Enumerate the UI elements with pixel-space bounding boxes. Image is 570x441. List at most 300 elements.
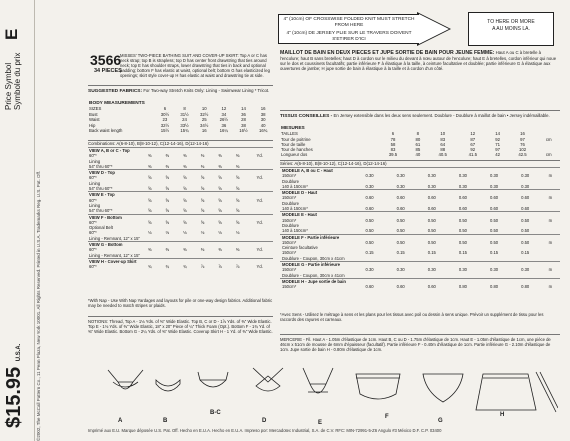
measurement-value: 24 [182, 117, 187, 123]
french-yardage-value: 0.30 [365, 173, 374, 179]
yardage-value: ⅝ [147, 219, 152, 225]
yardage-value: ⅜ [235, 247, 240, 253]
french-yardage-value: 0.50 [489, 228, 499, 234]
french-yardage-value: 0.80 [489, 284, 499, 290]
yardage-value: ⅜ [235, 163, 240, 169]
pattern-description: MISSES' TWO-PIECE BATHING SUIT AND COVER-UP SKIRT: Top A or C has neck strap; top B is strapless; top D has center front drawstring that ties around neck; top E has shoulder straps, lower drawstring that ties in back and optional padding; bottom F has elastic at waist, optional belt; bottom G has elasticized leg openings; skirt style cover-up H has elastic at waist and drawstring tie at side. [120, 53, 270, 78]
french-yardage-label: Doublure [282, 200, 299, 206]
stretch-target-en: TO HERE OR MORE [487, 19, 535, 25]
yardage-value: ⅜ [200, 153, 205, 159]
french-yardage-value: 0.30 [489, 173, 499, 179]
yardage-label: 54" thru 60"* [89, 163, 113, 169]
french-fabrics-text: En Jersey extensible dans les deux sens seulement. Doublure - Doublure à maillot de bain • Jersey indémaillable. [333, 113, 550, 118]
french-measurement-value: 83 [390, 147, 396, 153]
french-measurement-value: 97 [520, 136, 525, 142]
french-yardage-label: 150cm* [282, 217, 297, 223]
french-yardage-label: Doublure [282, 178, 299, 184]
french-yardage-label: 150cm* [282, 267, 297, 273]
price-symbol-fr: Symbole du prix [13, 52, 22, 110]
measurement-value: 31½ [180, 111, 189, 117]
yardage-label: 60"* [89, 230, 97, 236]
french-yardage-label: Doublure - Coupon, 30cm x 41cm [282, 272, 345, 278]
french-yardage-value: 0.60 [427, 195, 436, 201]
yardage-value: ⅜ [165, 163, 170, 169]
yardage-label: VIEW H - Cover-up Skirt [88, 258, 141, 264]
french-yardage-value: 0.50 [458, 228, 468, 234]
footer-printing-info: Imprimé aux E.U. Marque déposée U.S. Pat. Off. Hecho en E.U.A. Hecho en E.U.A. Impreso por: Mercadotec Industrial, S.A. de C.V. RFC: MIN-72991-5-Z6 Angulo #3 México D.F. C.P. 03400 [88, 428, 442, 433]
yardage-value: ⅝ [147, 197, 152, 203]
french-yardage-label: MODELE A, B ou C - Haut [280, 168, 354, 174]
yardage-value: ⅛ [218, 230, 222, 236]
french-yardage-value: 0.50 [458, 239, 468, 245]
french-yardage-label: MODELE E - Haut [280, 212, 354, 218]
yardage-label: 60"* [89, 197, 97, 203]
yardage-row [88, 264, 273, 269]
yardage-value: ⅜ [200, 163, 205, 169]
yardage-value: ⅝ [147, 208, 152, 214]
french-measurement-label: Tour de taille [281, 141, 306, 147]
french-yardage-row [280, 284, 560, 289]
drawing-label-a: A [118, 418, 123, 424]
french-measurement-value: 76 [520, 141, 525, 147]
measurement-value: 32½ [200, 111, 209, 117]
yardage-value: ⅜ [218, 153, 222, 159]
french-yardage-unit: m [548, 267, 553, 273]
measurement-row [88, 128, 273, 133]
french-yardage-value: 0.60 [489, 206, 499, 212]
french-yardage-label: MODELE H - Jupe sortie de bain [280, 278, 354, 284]
yardage-value: ⅛ [165, 230, 170, 236]
french-measurements-table [280, 126, 560, 158]
measurement-value: 25 [201, 117, 207, 123]
french-measurement-unit: cm [545, 152, 552, 158]
french-measurement-row [280, 152, 560, 157]
technical-drawings [88, 362, 558, 422]
measurement-value: 26½ [219, 117, 229, 123]
french-yardage-label: MODELE F - Partie inférieure [280, 234, 354, 240]
french-measurement-value: 97 [495, 147, 501, 153]
yardage-label: 60"* [89, 175, 97, 181]
measurement-label: Bust [89, 111, 98, 117]
french-yardage-label: 150cm* [282, 195, 297, 201]
french-description [280, 50, 560, 72]
sizes-label: SIZES [89, 106, 102, 112]
french-yardage-label: MODELE D - Haut [280, 190, 354, 196]
drawing-label-g: G [438, 418, 443, 424]
yardage-label: VIEW D - Top [88, 170, 141, 176]
measurement-value: 38 [241, 122, 246, 128]
body-measurements-title: BODY MEASUREMENTS [89, 101, 145, 106]
yardage-value: ⅜ [218, 163, 222, 169]
french-fabrics-title: TISSUS CONSEILLES - [280, 114, 333, 119]
yardage-value: ⅛ [147, 230, 152, 236]
price-amount [3, 344, 26, 428]
french-yardage-value: 0.60 [521, 195, 530, 201]
french-yardage-value: 0.60 [396, 195, 405, 201]
french-yardage-value: 0.50 [521, 239, 530, 245]
drawing-a [108, 370, 143, 389]
measurement-label: Back waist length [89, 128, 123, 134]
yardage-value: ⅝ [218, 208, 222, 214]
yardage-unit: Yd. [256, 153, 263, 159]
french-yardage-value: 0.60 [427, 206, 436, 212]
french-measurement-value: 88 [440, 147, 446, 153]
french-yardage-value: 0.50 [365, 239, 374, 245]
size-header: 8 [183, 106, 186, 112]
measurement-value: 32½ [160, 122, 170, 128]
french-yardage-value: 0.50 [396, 228, 405, 234]
measurement-value: 33½ [180, 122, 189, 128]
yardage-value: ⅞ [218, 264, 222, 270]
drawing-label-f: F [385, 414, 389, 420]
drawing-g [423, 374, 463, 402]
french-measurement-value: 41.5 [468, 152, 477, 158]
french-size-header: 14 [495, 131, 501, 137]
price-letter: E [2, 28, 21, 40]
french-yardage-value: 0.30 [521, 267, 530, 273]
drawing-b [156, 380, 180, 391]
measurement-label: Waist [89, 117, 100, 123]
yardage-value: ⅝ [200, 208, 205, 214]
french-yardage-value: 0.60 [396, 206, 405, 212]
yardage-value: ⅜ [183, 153, 187, 159]
french-title: MAILLOT DE BAIN EN DEUX PIECES ET JUPE SORTIE DE BAIN POUR JEUNE FEMME: [280, 50, 495, 56]
french-yardage-value: 0.15 [458, 250, 468, 256]
measurement-value: 38 [260, 111, 266, 117]
french-yardage-unit: m [548, 195, 553, 201]
french-yardage-value: 0.50 [458, 217, 468, 223]
french-measurement-value: 58 [390, 141, 396, 147]
french-measurement-value: 78 [390, 136, 396, 142]
french-yardage-value: 0.30 [521, 173, 530, 179]
french-yardage-value: 0.30 [396, 183, 405, 189]
french-yardage-value: 0.60 [458, 206, 468, 212]
measurement-value: 30 [260, 117, 266, 123]
french-yardage-value: 0.60 [365, 195, 374, 201]
french-size-header: 8 [416, 131, 420, 137]
yardage-value: ⅝ [165, 197, 170, 203]
french-yardage-label: 150cm* [282, 284, 297, 290]
stretch-target-fr: A AU MOINS LA. [492, 26, 530, 32]
yardage-value: ⅝ [165, 219, 170, 225]
french-yardage-table [280, 167, 560, 290]
french-yardage-value: 0.50 [521, 228, 530, 234]
french-yardage-unit: m [548, 284, 553, 290]
yardage-value: ¾ [165, 264, 170, 270]
yardage-value: ⅝ [200, 219, 205, 225]
french-measurement-value: 85 [415, 147, 421, 153]
french-yardage-label: 140 à 150cm* [282, 206, 308, 212]
stretch-gauge-box [278, 14, 420, 44]
french-yardage-value: 0.60 [396, 284, 405, 290]
french-measurement-value: 40.5 [438, 152, 447, 158]
french-yardage-value: 0.30 [365, 183, 374, 189]
yardage-label: 54" thru 60"* [89, 186, 113, 192]
french-yardage-value: 0.80 [458, 284, 468, 290]
yardage-value: ⅝ [218, 219, 222, 225]
yardage-label: VIEW E - Top [88, 192, 141, 198]
yardage-value: ⅜ [165, 247, 170, 253]
french-size-header: 6 [391, 131, 395, 137]
measurement-value: 16½ [239, 128, 248, 134]
french-yardage-value: 0.30 [521, 183, 530, 189]
french-yardage-value: 0.30 [489, 267, 499, 273]
french-yardage-label: Doublure - Coupon, 30cm x 41cm [282, 255, 345, 261]
drawing-d [253, 368, 283, 391]
french-yardage-value: 0.15 [521, 250, 530, 256]
yardage-value: ¾ [183, 264, 187, 270]
french-fabrics [280, 110, 560, 119]
french-yardage-label: 140 à 150cm* [282, 228, 308, 234]
combinations: Combinations: A(6-8-10), B(8-10-12), C(12-14-16), D(12-14-16) [88, 140, 273, 146]
yardage-value: ⅝ [183, 175, 187, 181]
french-yardage-value: 0.15 [489, 250, 499, 256]
body-measurements-table [88, 101, 273, 133]
yardage-label: VIEW A, B or C - Top [88, 148, 141, 154]
stretch-target-box [468, 12, 554, 46]
yardage-value: ⅜ [218, 247, 222, 253]
french-yardage-unit: m [548, 239, 553, 245]
yardage-value: ⅝ [183, 186, 187, 192]
measurement-value: 23 [162, 117, 168, 123]
french-text: Haut A ou C à bretelle à l'encolure; haut B sans bretelles; haut D à cordon sur le milieu du devant à nœu autour de l'encolure; haut E à bretelles, cordon inférieur qui noue sur le dos et coussinets facultatifs; partie inférieure F à élastique à la taille, à ceinture facultative et doublée; partie inférieure G à élastique aux ouvertures de jambe; H jupe sortie de bain à élastique à la taille et à cordon d'un côté. [280, 50, 557, 72]
french-measurement-value: 64 [440, 141, 446, 147]
drawing-label-h: H [500, 412, 505, 418]
yardage-value: ⅞ [235, 264, 240, 270]
stretch-gauge-fr: 4" (10cm) DE JERSEY PLIE SUR LE TRAVERS DOIVENT S'ETIRER D'ICI [286, 31, 412, 42]
french-measurement-value: 67 [470, 141, 476, 147]
french-yardage-value: 0.15 [396, 250, 405, 256]
drawing-h [476, 374, 536, 410]
notions: NOTIONS: Thread, Top A - 1⅛ Yds. of ⅜" Wide Elastic. Top B, C or D - 1⅞ Yds. of ⅜" Wide Elastic. Top E - 1⅛ Yds. of ⅜" Wide Elastic, 18" x 20" Piece of ¼" Thick Foam (Opt.). Bottom F - 1¾ Yd. of ⅜" Wide Elastic. Bottom G - 2¼ Yds. of ⅜" Wide Elastic. Coverup Skirt H - 1 Yd. of ⅜" Wide Elastic. [88, 316, 273, 334]
copyright-notice: ©2002, The McCall Pattern Co., 11 Penn Plaza, New York 10001. All Rights Reserved. Printed in U.S.A. Trademarks Reg. U.S. Pat. Off. [36, 170, 41, 441]
yardage-unit: Yd. [256, 247, 263, 253]
french-yardage-value: 0.30 [427, 173, 436, 179]
french-measurement-value: 40 [415, 152, 421, 158]
french-yardage-value: 0.50 [396, 217, 405, 223]
measurement-value: 16 [201, 128, 207, 134]
french-size-header: 10 [440, 131, 446, 137]
yardage-value: ⅛ [200, 230, 205, 236]
yardage-label: Lining [89, 180, 101, 186]
french-measurement-value: 102 [518, 147, 527, 153]
measurement-value: 34½ [200, 122, 209, 128]
french-yardage-value: 0.50 [365, 228, 374, 234]
yardage-value: ⅝ [147, 175, 152, 181]
french-yardage-value: 0.80 [521, 284, 530, 290]
size-header: 16 [260, 106, 266, 112]
measurement-value: 36 [221, 122, 227, 128]
price-symbol-label [4, 53, 22, 110]
yardage-value: ⅝ [218, 186, 222, 192]
size-header: 10 [201, 106, 207, 112]
yardage-label: Lining [89, 158, 101, 164]
yardage-label: Lining - Remnant, 12" x 15" [89, 252, 140, 258]
yardage-value: ⅜ [147, 153, 152, 159]
drawing-e [303, 368, 333, 393]
size-header: 14 [241, 106, 246, 112]
yardage-label: 54" thru 60"* [89, 208, 113, 214]
yardage-value: ⅜ [183, 247, 187, 253]
french-yardage-value: 0.50 [489, 217, 499, 223]
yardage-value: ⅝ [183, 219, 187, 225]
french-yardage-value: 0.30 [427, 267, 436, 273]
french-yardage-value: 0.60 [427, 284, 436, 290]
french-yardage-value: 0.50 [521, 217, 530, 223]
yardage-label: VIEW F - Bottom [88, 214, 141, 220]
yardage-value: ⅛ [235, 230, 240, 236]
yardage-label: 60"* [89, 247, 97, 253]
price-value: $15.95 [3, 366, 25, 428]
french-notions: MERCERIE - Fil. Haut A - 1.05m d'élastique de 1cm. Haut B, C ou D - 1.75m d'élastique de 1cm. Haut E - 1.05m d'élastique de 1cm, une pièce de 46cm x 51cm de mousse de 6mm d'épaisseur (facultatif). Partie inférieure F - 0.40m d'élastique de 1cm. Partie inférieure G - 2.10m d'élastique de 1cm. Jupe sortie de bain H - 0.80m d'élastique de 1cm. [280, 334, 560, 352]
measurement-value: 34 [221, 111, 227, 117]
yardage-unit: Yd. [256, 219, 263, 225]
french-yardage-value: 0.60 [489, 195, 499, 201]
yardage-value: ⅝ [165, 175, 170, 181]
measurement-value: 15½ [160, 128, 170, 134]
french-yardage-value: 0.50 [427, 217, 436, 223]
drawing-label-e: E [318, 420, 323, 426]
french-yardage-value: 0.30 [427, 183, 436, 189]
yardage-value: ⅝ [235, 208, 240, 214]
measurement-value: 28 [241, 117, 246, 123]
french-yardage-value: 0.50 [427, 228, 436, 234]
measurement-value: 15¾ [180, 128, 189, 134]
french-yardage-label: 150cm* [282, 239, 297, 245]
drawing-b-c [198, 372, 228, 387]
drawing-f [356, 374, 400, 399]
french-measurement-value: 42.5 [518, 152, 527, 158]
yardage-unit: Yd. [256, 264, 263, 270]
french-yardage-value: 0.60 [365, 284, 374, 290]
yardage-value: ⅜ [235, 153, 240, 159]
yardage-value: ⅝ [218, 175, 222, 181]
yardage-value: ⅝ [235, 197, 240, 203]
french-yardage-unit: m [548, 217, 553, 223]
yardage-label: VIEW G - Bottom [88, 242, 141, 248]
drawing-h-strap [536, 372, 558, 412]
french-measurement-label: Tour de poitrine [281, 136, 311, 142]
french-measurement-value: 87 [470, 136, 476, 142]
measurement-value: 16¾ [258, 128, 268, 134]
french-measurement-value: 83 [440, 136, 446, 142]
french-yardage-unit: m [548, 173, 553, 179]
french-yardage-value: 0.60 [458, 195, 468, 201]
drawing-label-b: B [163, 418, 168, 424]
french-yardage-label: 140 à 150cm* [282, 183, 308, 189]
yardage-label: 60"* [89, 219, 97, 225]
yardage-value: ⅜ [200, 247, 205, 253]
french-yardage-value: 0.50 [427, 239, 436, 245]
yardage-value: ⅜ [147, 163, 152, 169]
price-currency: U.S.A. [16, 343, 22, 362]
stretch-gauge-arrow [419, 14, 449, 44]
yardage-value: ⅝ [200, 186, 205, 192]
yardage-unit: Yd. [256, 197, 263, 203]
yardage-value: ⅝ [200, 197, 205, 203]
french-yardage-value: 0.60 [521, 206, 530, 212]
french-yardage-label: MODELE G - Partie inférieure [280, 262, 354, 268]
yardage-label: Lining - Remnant, 12" x 15" [89, 235, 140, 241]
drawing-label-d: D [262, 418, 267, 424]
pattern-number: 3566 [90, 52, 122, 68]
french-nap-note: *Avec Sens - Utilisez le métrage à sens et les plans pour les tissus avec poil ou dessin à sens unique. Prévoir un supplément de tissu pour les raccords des rayures et carreaux. [280, 312, 544, 322]
measurement-label: Hip [89, 122, 96, 128]
yardage-value: ⅝ [235, 175, 240, 181]
drawing-label-b-c: B-C [210, 410, 221, 416]
french-measurement-value: 92 [470, 147, 476, 153]
french-yardage-value: 0.60 [365, 206, 374, 212]
french-measurement-unit: cm [545, 136, 552, 142]
piece-count: 34 PIECES [94, 68, 122, 74]
yardage-value: ⅝ [235, 219, 240, 225]
yardage-value: ⅜ [183, 163, 187, 169]
fabrics-text: For Two-way Stretch Knits Only: Lining - Swimwear Lining * Tricot. [143, 88, 270, 93]
french-measurement-value: 61 [415, 141, 421, 147]
yardage-label: Optional Belt [89, 225, 113, 231]
french-yardage-value: 0.30 [365, 267, 374, 273]
suggested-fabrics [88, 85, 273, 94]
french-measurement-value: 71 [495, 141, 501, 147]
stretch-gauge-en: 4" (10cm) OF CROSSWISE FOLDED KNIT MUST STRETCH FROM HERE [283, 17, 415, 28]
measurement-value: 36 [241, 111, 246, 117]
measurement-value: 16¼ [219, 128, 229, 134]
yardage-value: ¾ [147, 264, 152, 270]
yardage-value: ⅝ [218, 197, 222, 203]
yardage-value: ⅞ [200, 264, 205, 270]
french-yardage-value: 0.30 [458, 267, 468, 273]
yardage-value: ⅜ [147, 247, 152, 253]
french-yardage-value: 0.15 [427, 250, 436, 256]
nap-note: *With Nap - Use With Nap Yardages and layouts for pile or one-way design fabrics. Additional fabric may be needed to match stripes or plaids. [88, 298, 273, 308]
french-yardage-value: 0.30 [458, 183, 468, 189]
french-yardage-label: Doublure [282, 222, 299, 228]
price-symbol-en: Price Symbol [4, 62, 13, 110]
french-yardage-label: 150cm* [282, 250, 297, 256]
yardage-unit: Yd. [256, 175, 263, 181]
french-size-header: 12 [470, 131, 476, 137]
yardage-label: 60"* [89, 153, 97, 159]
measurement-value: 30½ [160, 111, 170, 117]
french-yardage-value: 0.30 [489, 183, 499, 189]
french-combinations: Séries: A(6-8-10), B(8-10-12), C(12-14-16), D(12-14-16) [280, 160, 560, 166]
french-yardage-label: 150cm* [282, 173, 297, 179]
french-yardage-label: Ceinture facultative [282, 245, 318, 251]
yardage-value: ⅝ [183, 208, 187, 214]
french-yardage-value: 0.50 [489, 239, 499, 245]
yardage-value: ⅝ [183, 197, 187, 203]
measurement-value: 40 [260, 122, 266, 128]
french-measurement-value: 42 [495, 152, 501, 158]
french-size-header: 16 [520, 131, 525, 137]
french-measurements-title: MESURES [281, 126, 305, 131]
french-measurement-value: 92 [495, 136, 501, 142]
yardage-label: 60"* [89, 264, 97, 270]
size-header: 6 [163, 106, 167, 112]
french-yardage-value: 0.50 [365, 217, 374, 223]
french-yardage-value: 0.30 [396, 267, 405, 273]
yardage-value: ⅝ [165, 186, 170, 192]
yardage-value: ⅜ [165, 153, 170, 159]
size-header: 12 [221, 106, 227, 112]
french-sizes-label: TAILLES [281, 131, 298, 137]
french-measurement-value: 80 [415, 136, 421, 142]
french-yardage-value: 0.15 [365, 250, 374, 256]
yardage-label: Lining [89, 202, 101, 208]
french-measurement-value: 39.5 [388, 152, 398, 158]
french-yardage-value: 0.30 [396, 173, 405, 179]
french-yardage-value: 0.50 [396, 239, 405, 245]
